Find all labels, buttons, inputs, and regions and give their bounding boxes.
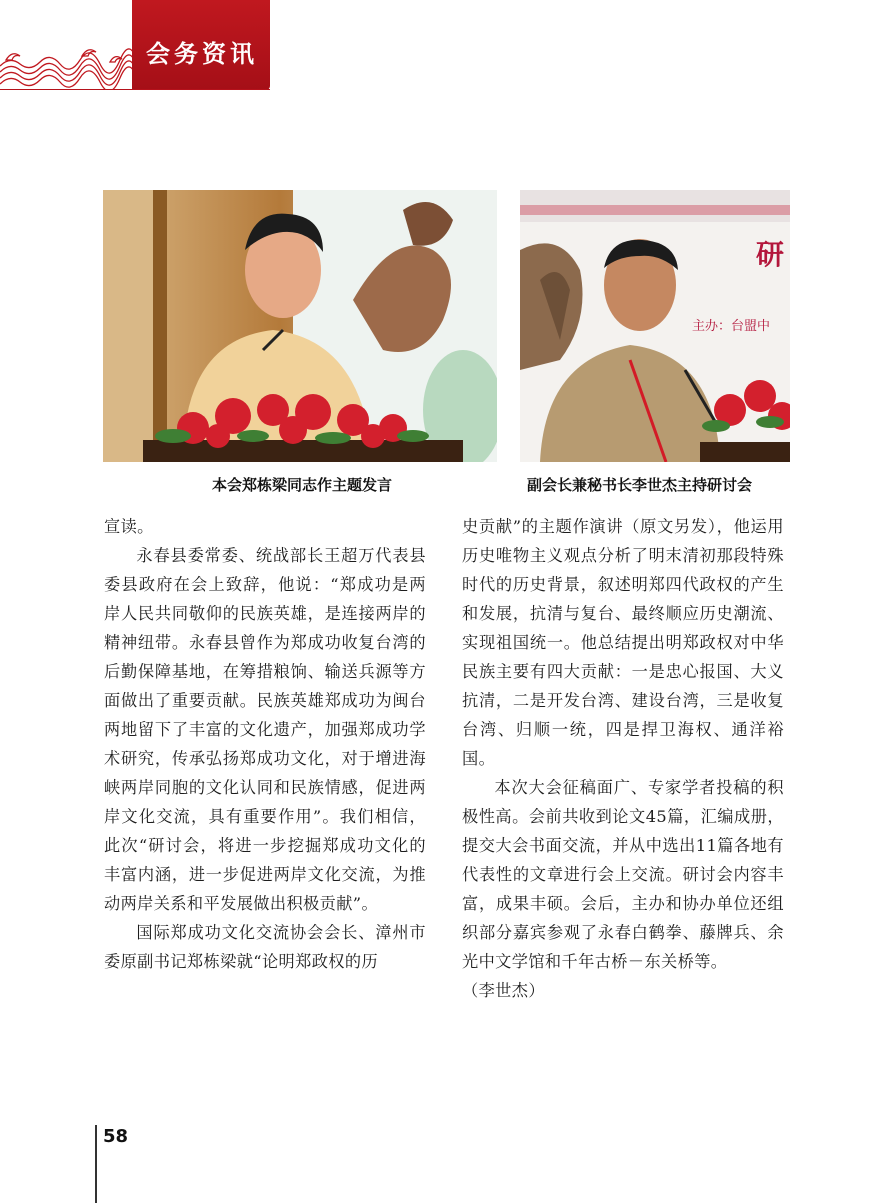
paragraph: 永春县委常委、统战部长王超万代表县委县政府在会上致辞，他说：“郑成功是两岸人民共同敬仰的民族英雄，是连接两岸的精神纽带。永春县曾作为郑成功收复台湾的后勤保障基地，在筹措粮饷、输送兵源等方面做出了重要贡献。民族英雄郑成功为闽台两地留下了丰富的文化遗产，加强郑成功学术研究，传承弘扬郑成功文化，对于增进海峡两岸同胞的文化认同和民族情感，促进两岸文化交流，具有重要作用”。我们相信，此次“研讨会，将进一步挖掘郑成功文化的丰富内涵，进一步促进两岸文化交流，为推动两岸关系和平发展做出积极贡献”。 <box>104 546 426 913</box>
photo-speaker-zheng <box>103 190 497 462</box>
paragraph: 本次大会征稿面广、专家学者投稿的积极性高。会前共收到论文45篇，汇编成册，提交大会书面交流，并从中选出11篇各地有代表性的文章进行会上交流。研讨会内容丰富，成果丰硕。会后，主办和协办单位还组织部分嘉宾参观了永春白鹤拳、藤牌兵、余光中文学馆和千年古桥－东关桥等。 <box>462 778 784 971</box>
caption-left: 本会郑栋梁同志作主题发言 <box>212 476 393 494</box>
section-title: 会务资讯 <box>146 40 258 68</box>
page-number-rule <box>95 1125 97 1203</box>
wave-ornament <box>0 44 138 90</box>
paragraph: 国际郑成功文化交流协会会长、漳州市委原副书记郑栋梁就“论明郑政权的历 <box>104 923 426 971</box>
photo-host-li <box>520 190 790 462</box>
banner-partial-text: 研 <box>756 238 785 271</box>
caption-right: 副会长兼秘书长李世杰主持研讨会 <box>527 476 753 494</box>
banner-sponsor-text: 主办：台盟中 <box>692 319 771 334</box>
section-tab <box>132 0 270 90</box>
header-rule <box>0 89 270 90</box>
article-column-right <box>462 512 784 1005</box>
article-column-left <box>104 512 426 976</box>
author-signature: （李世杰） <box>462 981 545 1000</box>
page-number: 58 <box>103 1126 129 1147</box>
paragraph: 史贡献”的主题作演讲（原文另发），他运用历史唯物主义观点分析了明末清初那段特殊时代的历史背景，叙述明郑四代政权的产生和发展，抗清与复台、最终顺应历史潮流、实现祖国统一。他总结提出明郑政权对中华民族主要有四大贡献：一是忠心报国、大义抗清，二是开发台湾、建设台湾，三是收复台湾、归顺一统，四是捍卫海权、通洋裕国。 <box>462 517 784 768</box>
paragraph: 宣读。 <box>104 517 154 536</box>
